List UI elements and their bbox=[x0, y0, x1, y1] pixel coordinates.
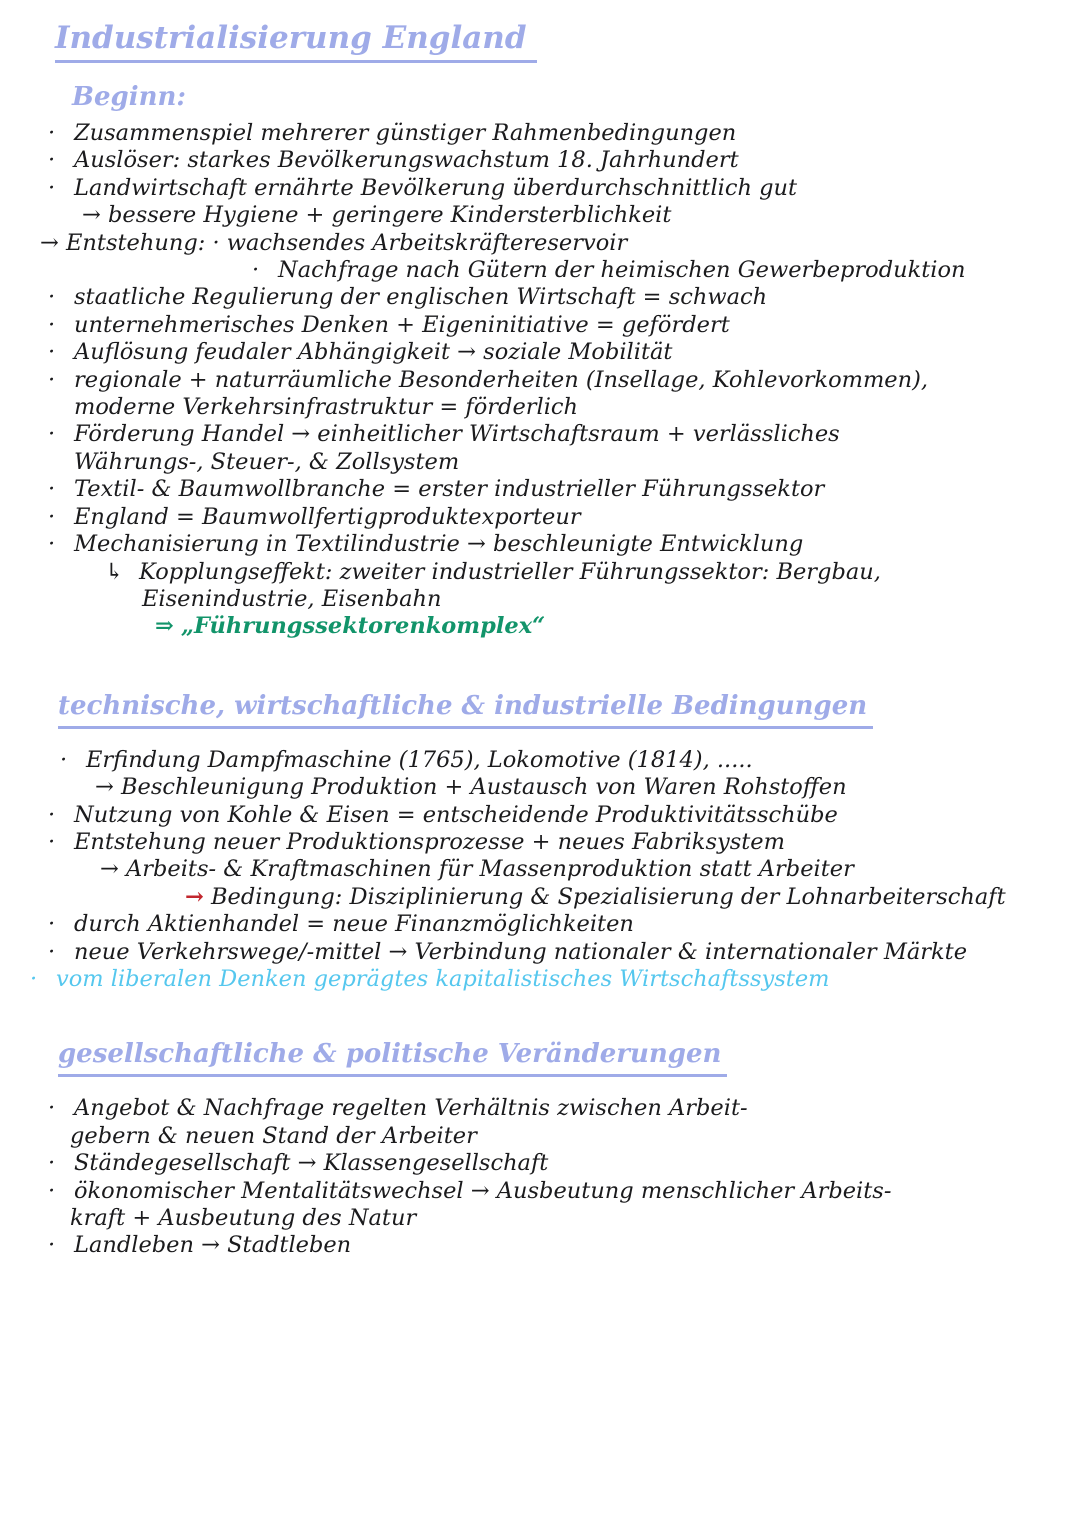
hook-arrow-icon: ↳ bbox=[105, 558, 124, 585]
note-text: Textil- & Baumwollbranche = erster industrieller Führungssektor bbox=[74, 476, 825, 503]
bullet-icon: · bbox=[30, 965, 38, 992]
arrow-icon: → bbox=[100, 856, 119, 883]
note-line bbox=[48, 504, 1080, 531]
note-text: Bedingung: Disziplinierung & Spezialisierung der Lohnarbeiterschaft bbox=[211, 883, 1006, 910]
bullet-icon: · bbox=[48, 476, 56, 503]
section-heading-text: gesellschaftliche & politische Veränderungen bbox=[58, 1039, 727, 1077]
bullet-icon: · bbox=[48, 147, 56, 174]
section-heading-veraenderungen bbox=[58, 1039, 1080, 1069]
note-line bbox=[185, 884, 1080, 911]
note-text: Entstehung neuer Produktionsprozesse + neues Fabriksystem bbox=[74, 828, 785, 855]
bullet-icon: · bbox=[48, 174, 56, 201]
bullet-icon: · bbox=[48, 120, 56, 146]
note-line bbox=[105, 559, 1080, 586]
note-text: bessere Hygiene + geringere Kindersterblichkeit bbox=[108, 202, 672, 229]
note-text: Angebot & Nachfrage regelten Verhältnis zwischen Arbeit- bbox=[74, 1095, 748, 1122]
note-text: neue Verkehrswege/-mittel → Verbindung nationaler & internationaler Märkte bbox=[74, 938, 968, 965]
section-bedingungen bbox=[0, 691, 1080, 994]
bullet-icon: · bbox=[48, 531, 56, 558]
note-text: Beschleunigung Produktion + Austausch von Waren Rohstoffen bbox=[121, 774, 847, 801]
note-line bbox=[48, 367, 1080, 394]
bullet-icon: · bbox=[48, 421, 56, 448]
bullet-icon: · bbox=[60, 746, 68, 773]
section-bedingungen-lines bbox=[0, 747, 1080, 994]
note-text: Nutzung von Kohle & Eisen = entscheidende Produktivitätsschübe bbox=[74, 801, 838, 828]
arrow-icon: → bbox=[82, 202, 101, 229]
note-line bbox=[48, 284, 1080, 311]
page-title bbox=[0, 0, 1080, 56]
note-text: regionale + naturräumliche Besonderheiten (Insellage, Kohlevorkommen), bbox=[74, 366, 929, 393]
note-line bbox=[48, 120, 1080, 147]
note-text: moderne Verkehrsinfrastruktur = förderlich bbox=[74, 394, 578, 421]
note-text: kraft + Ausbeutung des Natur bbox=[70, 1205, 417, 1231]
note-text: Mechanisierung in Textilindustrie → beschleunigte Entwicklung bbox=[74, 531, 804, 558]
bullet-icon: · bbox=[252, 257, 260, 284]
bullet-icon: · bbox=[48, 801, 56, 828]
note-text: Landwirtschaft ernährte Bevölkerung überdurchschnittlich gut bbox=[74, 174, 798, 201]
note-line bbox=[48, 1178, 1080, 1205]
note-text: Zusammenspiel mehrerer günstiger Rahmenbedingungen bbox=[74, 120, 737, 146]
bullet-icon: · bbox=[48, 366, 56, 393]
note-text: durch Aktienhandel = neue Finanzmöglichkeiten bbox=[74, 911, 634, 938]
red-arrow-icon: → bbox=[185, 883, 204, 910]
note-line bbox=[74, 449, 1080, 476]
bullet-icon: · bbox=[48, 1150, 56, 1177]
bullet-icon: · bbox=[48, 1095, 56, 1122]
note-line bbox=[48, 147, 1080, 174]
bullet-icon: · bbox=[48, 284, 56, 311]
note-line bbox=[48, 339, 1080, 366]
note-text: ökonomischer Mentalitätswechsel → Ausbeutung menschlicher Arbeits- bbox=[74, 1177, 892, 1204]
note-line bbox=[74, 394, 1080, 421]
note-text: Nachfrage nach Gütern der heimischen Gewerbeproduktion bbox=[278, 257, 966, 284]
note-line bbox=[30, 966, 1080, 993]
note-text: Auflösung feudaler Abhängigkeit → soziale Mobilität bbox=[74, 339, 673, 366]
note-text: unternehmerisches Denken + Eigeninitiative = gefördert bbox=[74, 311, 730, 338]
bullet-icon: · bbox=[48, 311, 56, 338]
note-text: Entstehung: · wachsendes Arbeitskräftereservoir bbox=[66, 229, 628, 256]
note-line bbox=[70, 1123, 1080, 1150]
note-line bbox=[252, 257, 1080, 284]
note-line bbox=[60, 747, 1080, 774]
note-line bbox=[48, 1095, 1080, 1122]
section-heading-text: technische, wirtschaftliche & industrielle Bedingungen bbox=[58, 691, 873, 729]
note-line bbox=[70, 1205, 1080, 1232]
note-line bbox=[48, 312, 1080, 339]
note-text: Währungs-, Steuer-, & Zollsystem bbox=[74, 448, 460, 475]
note-text: Landleben → Stadtleben bbox=[74, 1232, 352, 1259]
note-text: gebern & neuen Stand der Arbeiter bbox=[70, 1122, 477, 1149]
note-line bbox=[142, 586, 1080, 613]
note-line bbox=[48, 476, 1080, 503]
section-beginn bbox=[0, 82, 1080, 641]
note-text: Eisenindustrie, Eisenbahn bbox=[142, 585, 442, 612]
note-text: staatliche Regulierung der englischen Wirtschaft = schwach bbox=[74, 284, 768, 311]
bullet-icon: · bbox=[48, 828, 56, 855]
note-line bbox=[48, 829, 1080, 856]
note-line bbox=[48, 939, 1080, 966]
section-heading-beginn: Beginn: bbox=[72, 82, 186, 112]
note-text: England = Baumwollfertigproduktexporteur bbox=[74, 503, 581, 530]
note-text: Erfindung Dampfmaschine (1765), Lokomotive (1814), ..... bbox=[86, 746, 753, 773]
note-line bbox=[48, 1150, 1080, 1177]
section-beginn-lines bbox=[0, 120, 1080, 641]
note-line bbox=[155, 613, 1080, 640]
note-line bbox=[100, 856, 1080, 883]
bullet-icon: · bbox=[48, 938, 56, 965]
bullet-icon: · bbox=[48, 503, 56, 530]
note-line bbox=[48, 421, 1080, 448]
note-line bbox=[48, 531, 1080, 558]
section-veraenderungen-lines bbox=[0, 1095, 1080, 1259]
note-text: Ständegesellschaft → Klassengesellschaft bbox=[74, 1150, 549, 1177]
bullet-icon: · bbox=[48, 1232, 56, 1259]
section-heading-bedingungen bbox=[58, 691, 1080, 721]
note-text: Förderung Handel → einheitlicher Wirtschaftsraum + verlässliches bbox=[74, 421, 840, 448]
note-line bbox=[40, 230, 1080, 257]
arrow-icon: → bbox=[40, 229, 59, 256]
page-title-text: Industrialisierung England bbox=[55, 20, 537, 63]
note-line bbox=[48, 911, 1080, 938]
note-line bbox=[48, 1232, 1080, 1259]
note-text: Kopplungseffekt: zweiter industrieller Führungssektor: Bergbau, bbox=[139, 558, 881, 585]
bullet-icon: · bbox=[48, 911, 56, 938]
note-text: „Führungssektorenkomplex“ bbox=[181, 613, 546, 640]
note-line bbox=[48, 802, 1080, 829]
note-text: Auslöser: starkes Bevölkerungswachstum 18. Jahrhundert bbox=[74, 147, 739, 174]
arrow-icon: → bbox=[95, 774, 114, 801]
note-line bbox=[82, 202, 1080, 229]
note-text: Arbeits- & Kraftmaschinen für Massenproduktion statt Arbeiter bbox=[126, 856, 854, 883]
bullet-icon: · bbox=[48, 1177, 56, 1204]
note-line bbox=[48, 175, 1080, 202]
note-text: vom liberalen Denken geprägtes kapitalistisches Wirtschaftssystem bbox=[56, 965, 830, 992]
note-line bbox=[95, 774, 1080, 801]
section-veraenderungen bbox=[0, 1039, 1080, 1259]
implies-arrow-icon: ⇒ bbox=[155, 613, 174, 640]
bullet-icon: · bbox=[48, 339, 56, 366]
